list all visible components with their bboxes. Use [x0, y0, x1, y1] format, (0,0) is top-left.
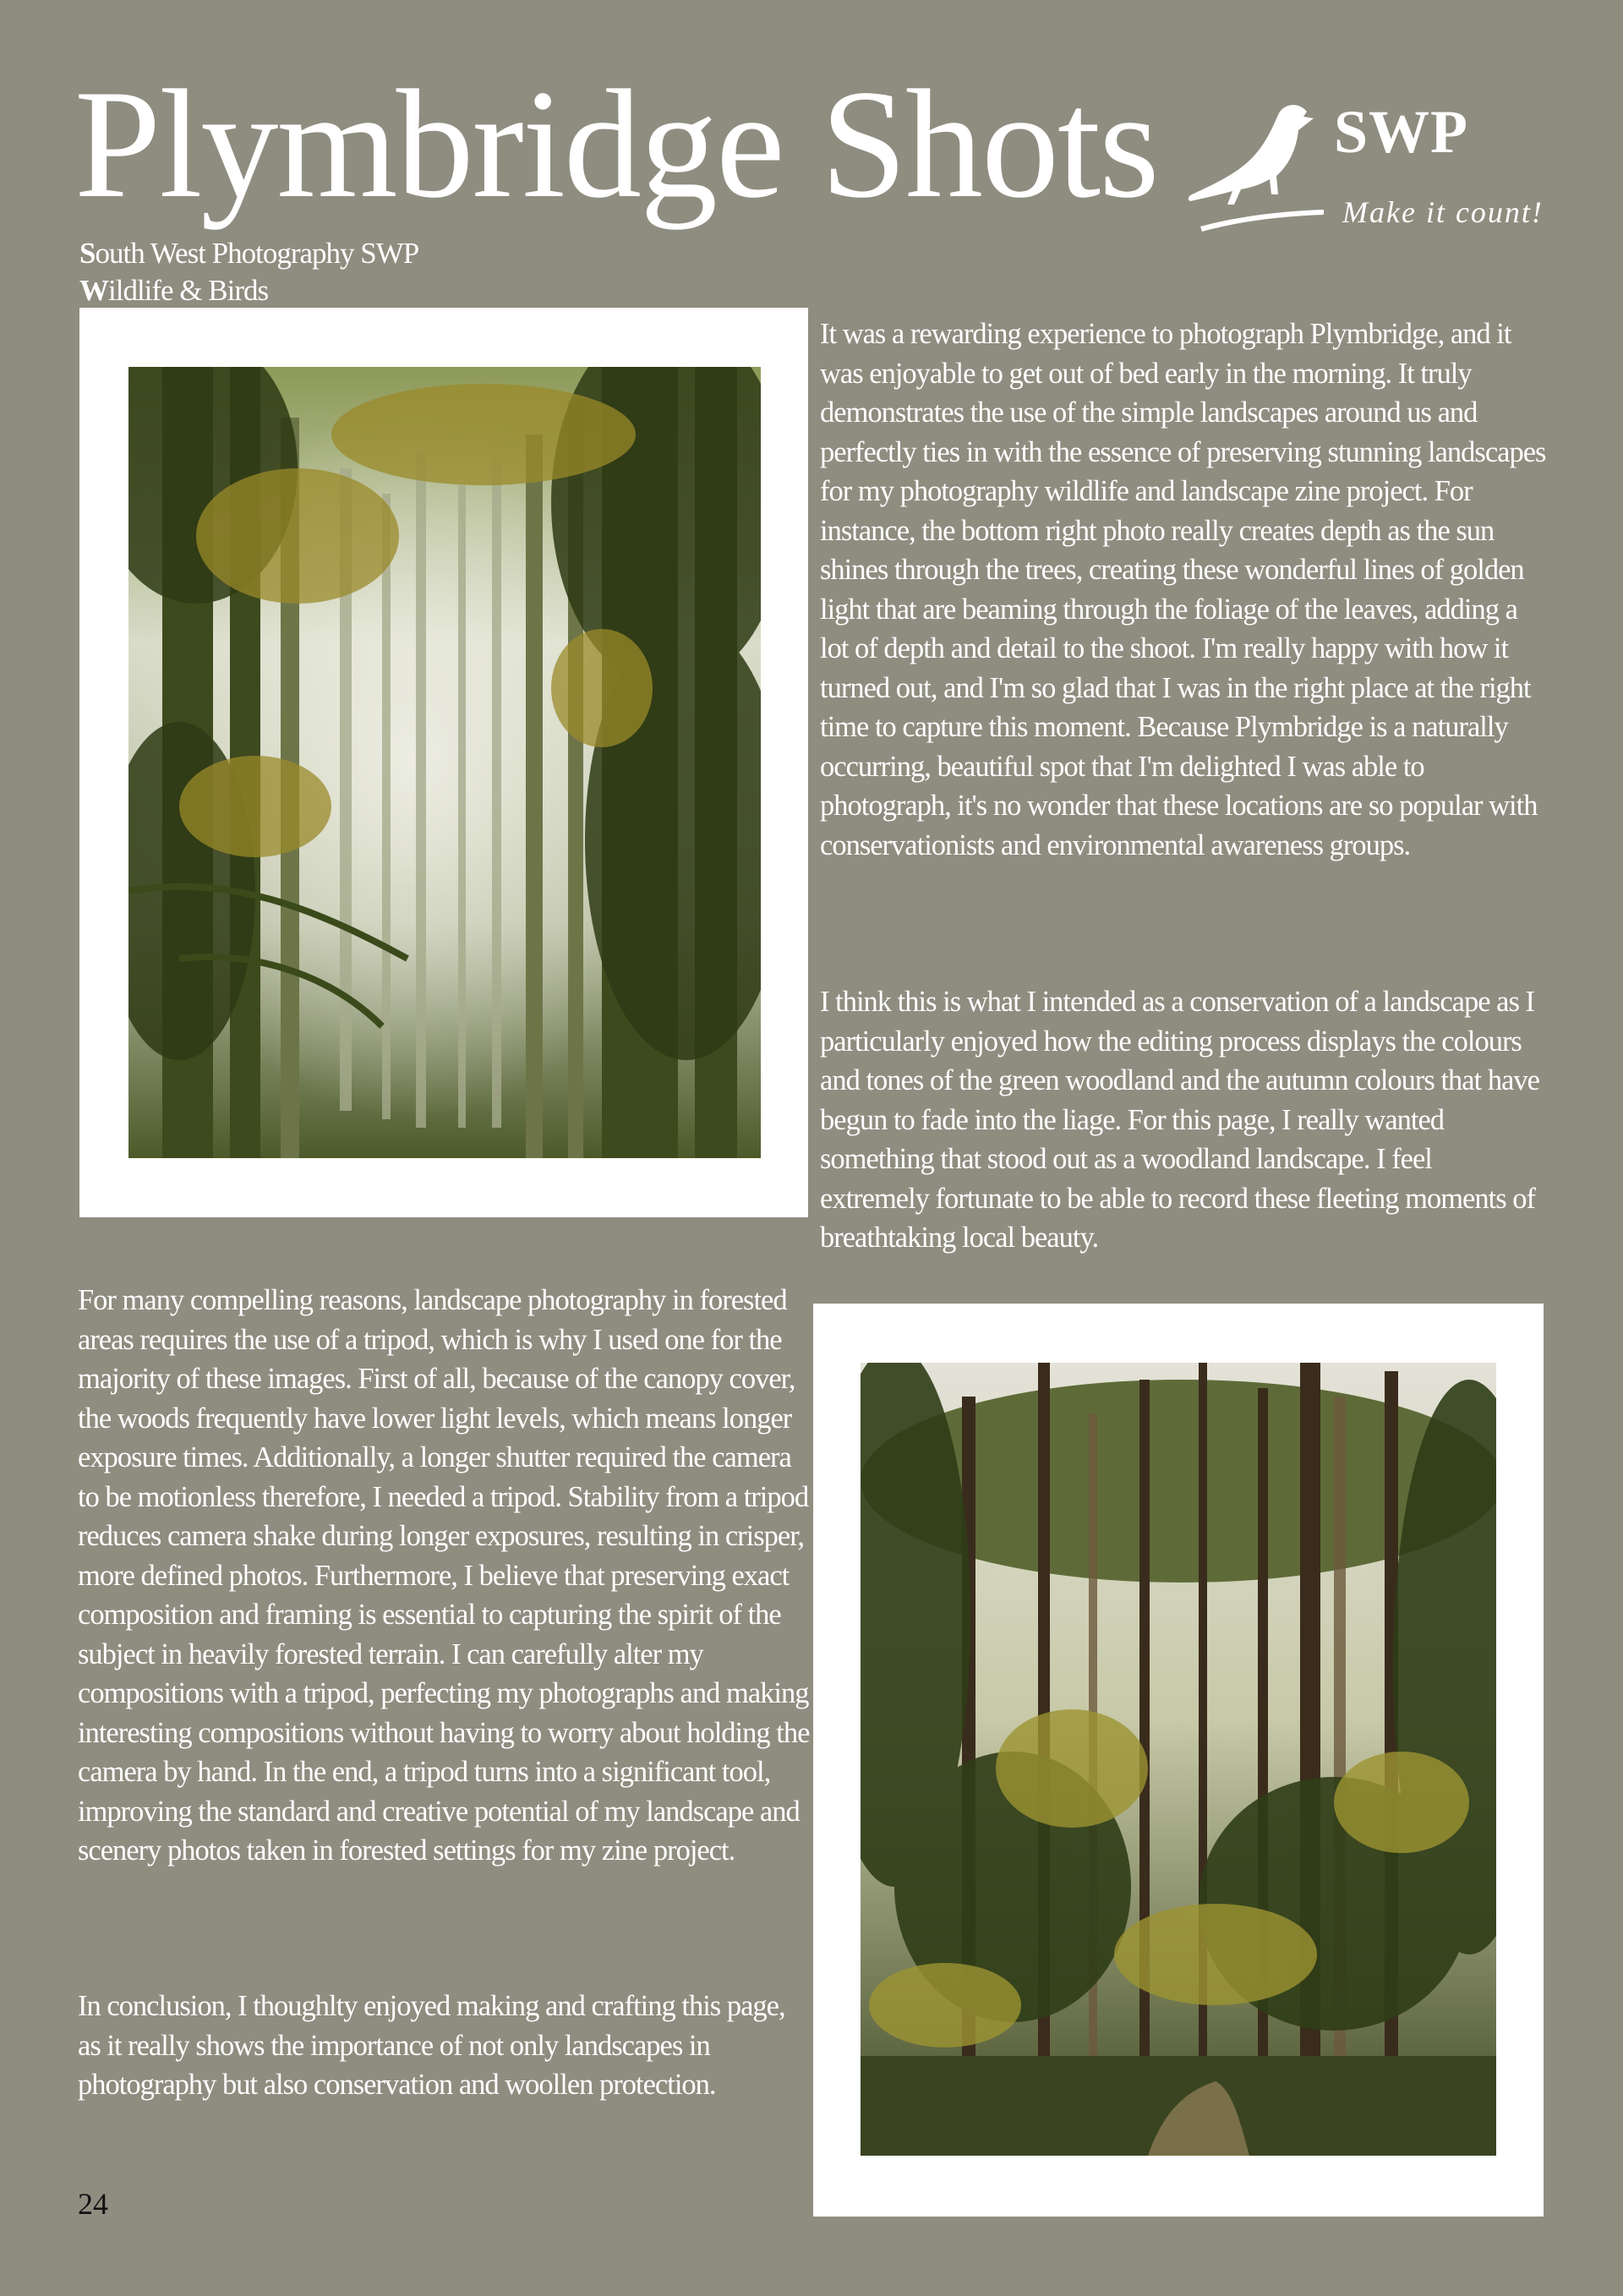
- subtitle-line-1: South West Photography SWP: [79, 237, 419, 270]
- article-paragraph-2: I think this is what I intended as a conservation of a landscape as I particularly enjoyed how the editing process displays the colours and tones of the green woodland and the autumn colours that have begun to fade into the liage. For this page, I really wanted something that stood out as a woodland landscape. I feel extremely fortunate to be able to record these fleeting moments of breathtaking local beauty.: [820, 986, 1539, 1254]
- article-paragraph-4: In conclusion, I thoughlty enjoyed making and crafting this page, as it really shows the importance of not only landscapes in photography but also conservation and woollen protection.: [78, 1990, 785, 2101]
- photo-frame-top: [79, 308, 808, 1217]
- tagline: Make it count!: [1342, 195, 1544, 229]
- bird-icon: [1180, 100, 1325, 233]
- subtitle-line-2: Wildlife & Birds: [79, 274, 269, 307]
- forest-photo-1: [128, 367, 761, 1158]
- article-paragraph-1: It was a rewarding experience to photograph Plymbridge, and it was enjoyable to get out of bed early in the morning. It truly demonstrates the use of the simple landscapes around us and perfectly ties in with the essence of preserving stunning landscapes for my photography wildlife and landscape zine project. For instance, the bottom right photo really creates depth as the sun shines through the trees, creating these wonderful lines of golden light that are beaming through the foliage of the leaves, adding a lot of depth and detail to the shoot. I'm really happy with how it turned out, and I'm so glad that I was in the right place at the right time to capture this moment. Because Plymbridge is a naturally occurring, beautiful spot that I'm delighted I was able to photograph, it's no wonder that these locations are so popular with conservationists and environmental awareness groups.: [820, 318, 1546, 861]
- section-subtitle: [79, 235, 418, 309]
- brand-logo-text: SWP: [1334, 98, 1469, 166]
- photo-frame-bottom: [813, 1304, 1544, 2217]
- forest-photo-2: [861, 1363, 1496, 2156]
- article-paragraph-3: For many compelling reasons, landscape photography in forested areas requires the use of a tripod, which is why I used one for the majority of these images. First of all, because of the canopy cover, the woods frequently have lower light levels, which means longer exposure times. Additionally, a longer shutter required the camera to be motionless therefore, I needed a tripod. Stability from a tripod reduces camera shake during longer exposures, resulting in crisper, more defined photos. Furthermore, I believe that preserving exact composition and framing is essential to capturing the spirit of the subject in heavily forested terrain. I can carefully alter my compositions with a tripod, perfecting my photographs and making interesting compositions without having to worry about holding the camera by hand. In the end, a tripod turns into a significant tool, improving the standard and creative potential of my landscape and scenery photos taken in forested settings for my zine project.: [78, 1284, 810, 1867]
- page-title: Plymbridge Shots: [74, 57, 1158, 230]
- page-number: 24: [78, 2187, 108, 2221]
